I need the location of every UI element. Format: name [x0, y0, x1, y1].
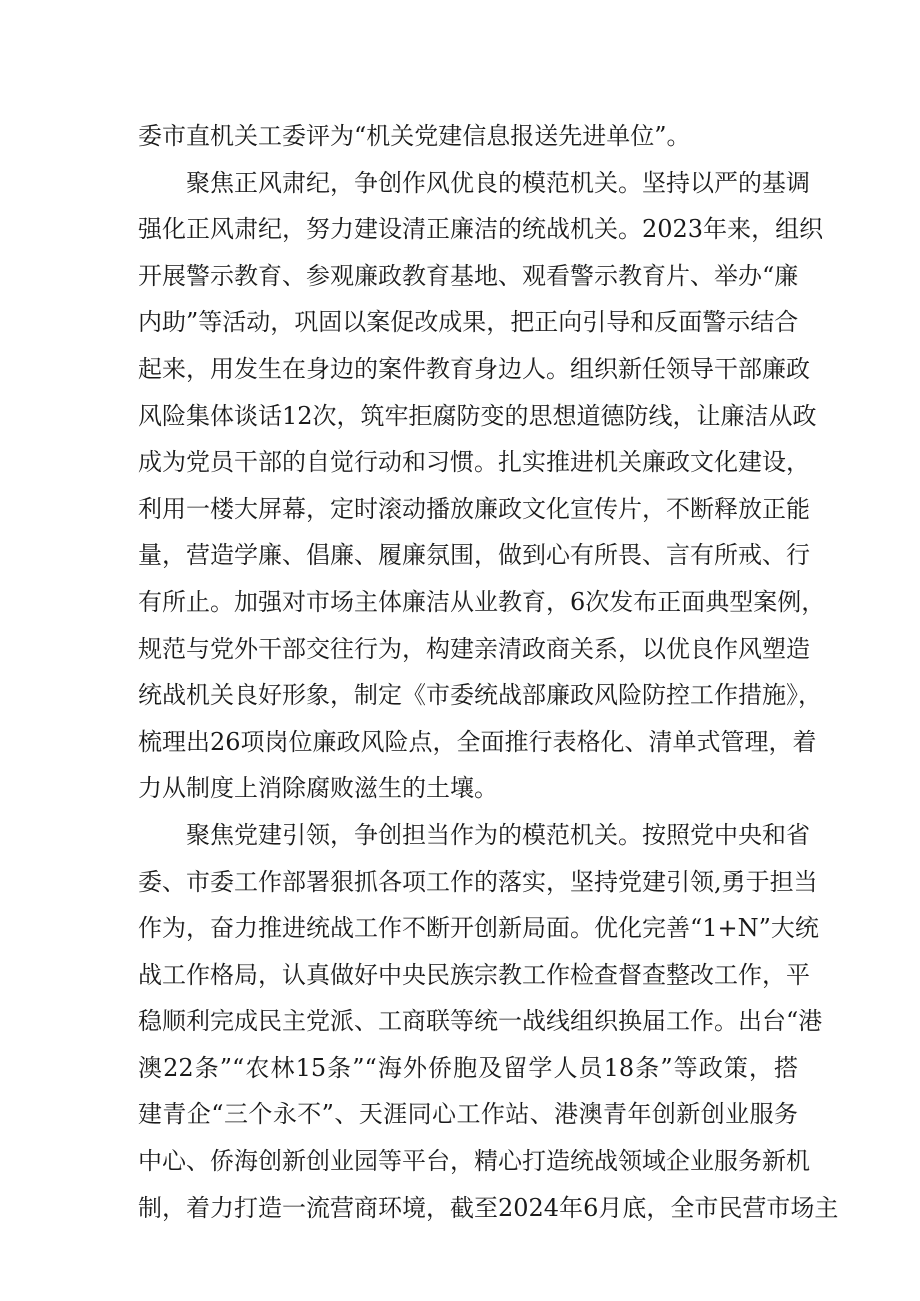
text-line: 委、市委工作部署狠抓各项工作的落实，坚持党建引领,勇于担当 [138, 867, 818, 896]
text-line: 梳理出26项岗位廉政风险点，全面推行表格化、清单式管理，着 [138, 727, 817, 756]
text-line: 稳顺利完成民主党派、工商联等统一战线组织换届工作。出台“港 [138, 1007, 823, 1036]
text-line: 起来，用发生在身边的案件教育身边人。组织新任领导干部廉政 [138, 354, 810, 383]
text-line: 建青企“三个永不”、天涯同心工作站、港澳青年创新创业服务 [138, 1100, 798, 1129]
text-line: 成为党员干部的自觉行动和习惯。扎实推进机关廉政文化建设， [138, 448, 810, 477]
text-line: 聚焦党建引领，争创担当作为的模范机关。按照党中央和省 [186, 820, 810, 849]
text-line: 力从制度上消除腐败滋生的土壤。 [138, 774, 498, 803]
text-line: 量，营造学廉、倡廉、履廉氛围，做到心有所畏、言有所戒、行 [138, 541, 810, 570]
text-line: 开展警示教育、参观廉政教育基地、观看警示教育片、举办“廉 [138, 261, 799, 290]
text-line: 强化正风肃纪，努力建设清正廉洁的统战机关。2023年来，组织 [138, 215, 824, 244]
text-line: 内助”等活动，巩固以案促改成果，把正向引导和反面警示结合 [138, 308, 799, 337]
text-line: 战工作格局，认真做好中央民族宗教工作检查督查整改工作，平 [138, 960, 810, 989]
text-line: 有所止。加强对市场主体廉洁从业教育，6次发布正面典型案例， [138, 587, 826, 616]
text-line: 规范与党外干部交往行为，构建亲清政商关系，以优良作风塑造 [138, 634, 810, 663]
document-body [138, 113, 839, 1231]
text-line: 澳22条”“农林15条”“海外侨胞及留学人员18条”等政策，搭 [138, 1053, 798, 1082]
text-line: 制，着力打造一流营商环境，截至2024年6月底，全市民营市场主 [138, 1193, 839, 1222]
text-line: 聚焦正风肃纪，争创作风优良的模范机关。坚持以严的基调 [186, 168, 810, 197]
text-line: 利用一楼大屏幕，定时滚动播放廉政文化宣传片，不断释放正能 [138, 494, 810, 523]
text-line: 统战机关良好形象，制定《市委统战部廉政风险防控工作措施》， [138, 681, 822, 710]
text-line: 作为，奋力推进统战工作不断开创新局面。优化完善“1+N”大统 [138, 914, 819, 943]
text-line: 委市直机关工委评为“机关党建信息报送先进单位”。 [138, 122, 691, 150]
text-line: 风险集体谈话12次，筑牢拒腐防变的思想道德防线，让廉洁从政 [138, 401, 817, 430]
text-line: 中心、侨海创新创业园等平台，精心打造统战领域企业服务新机 [138, 1147, 810, 1176]
